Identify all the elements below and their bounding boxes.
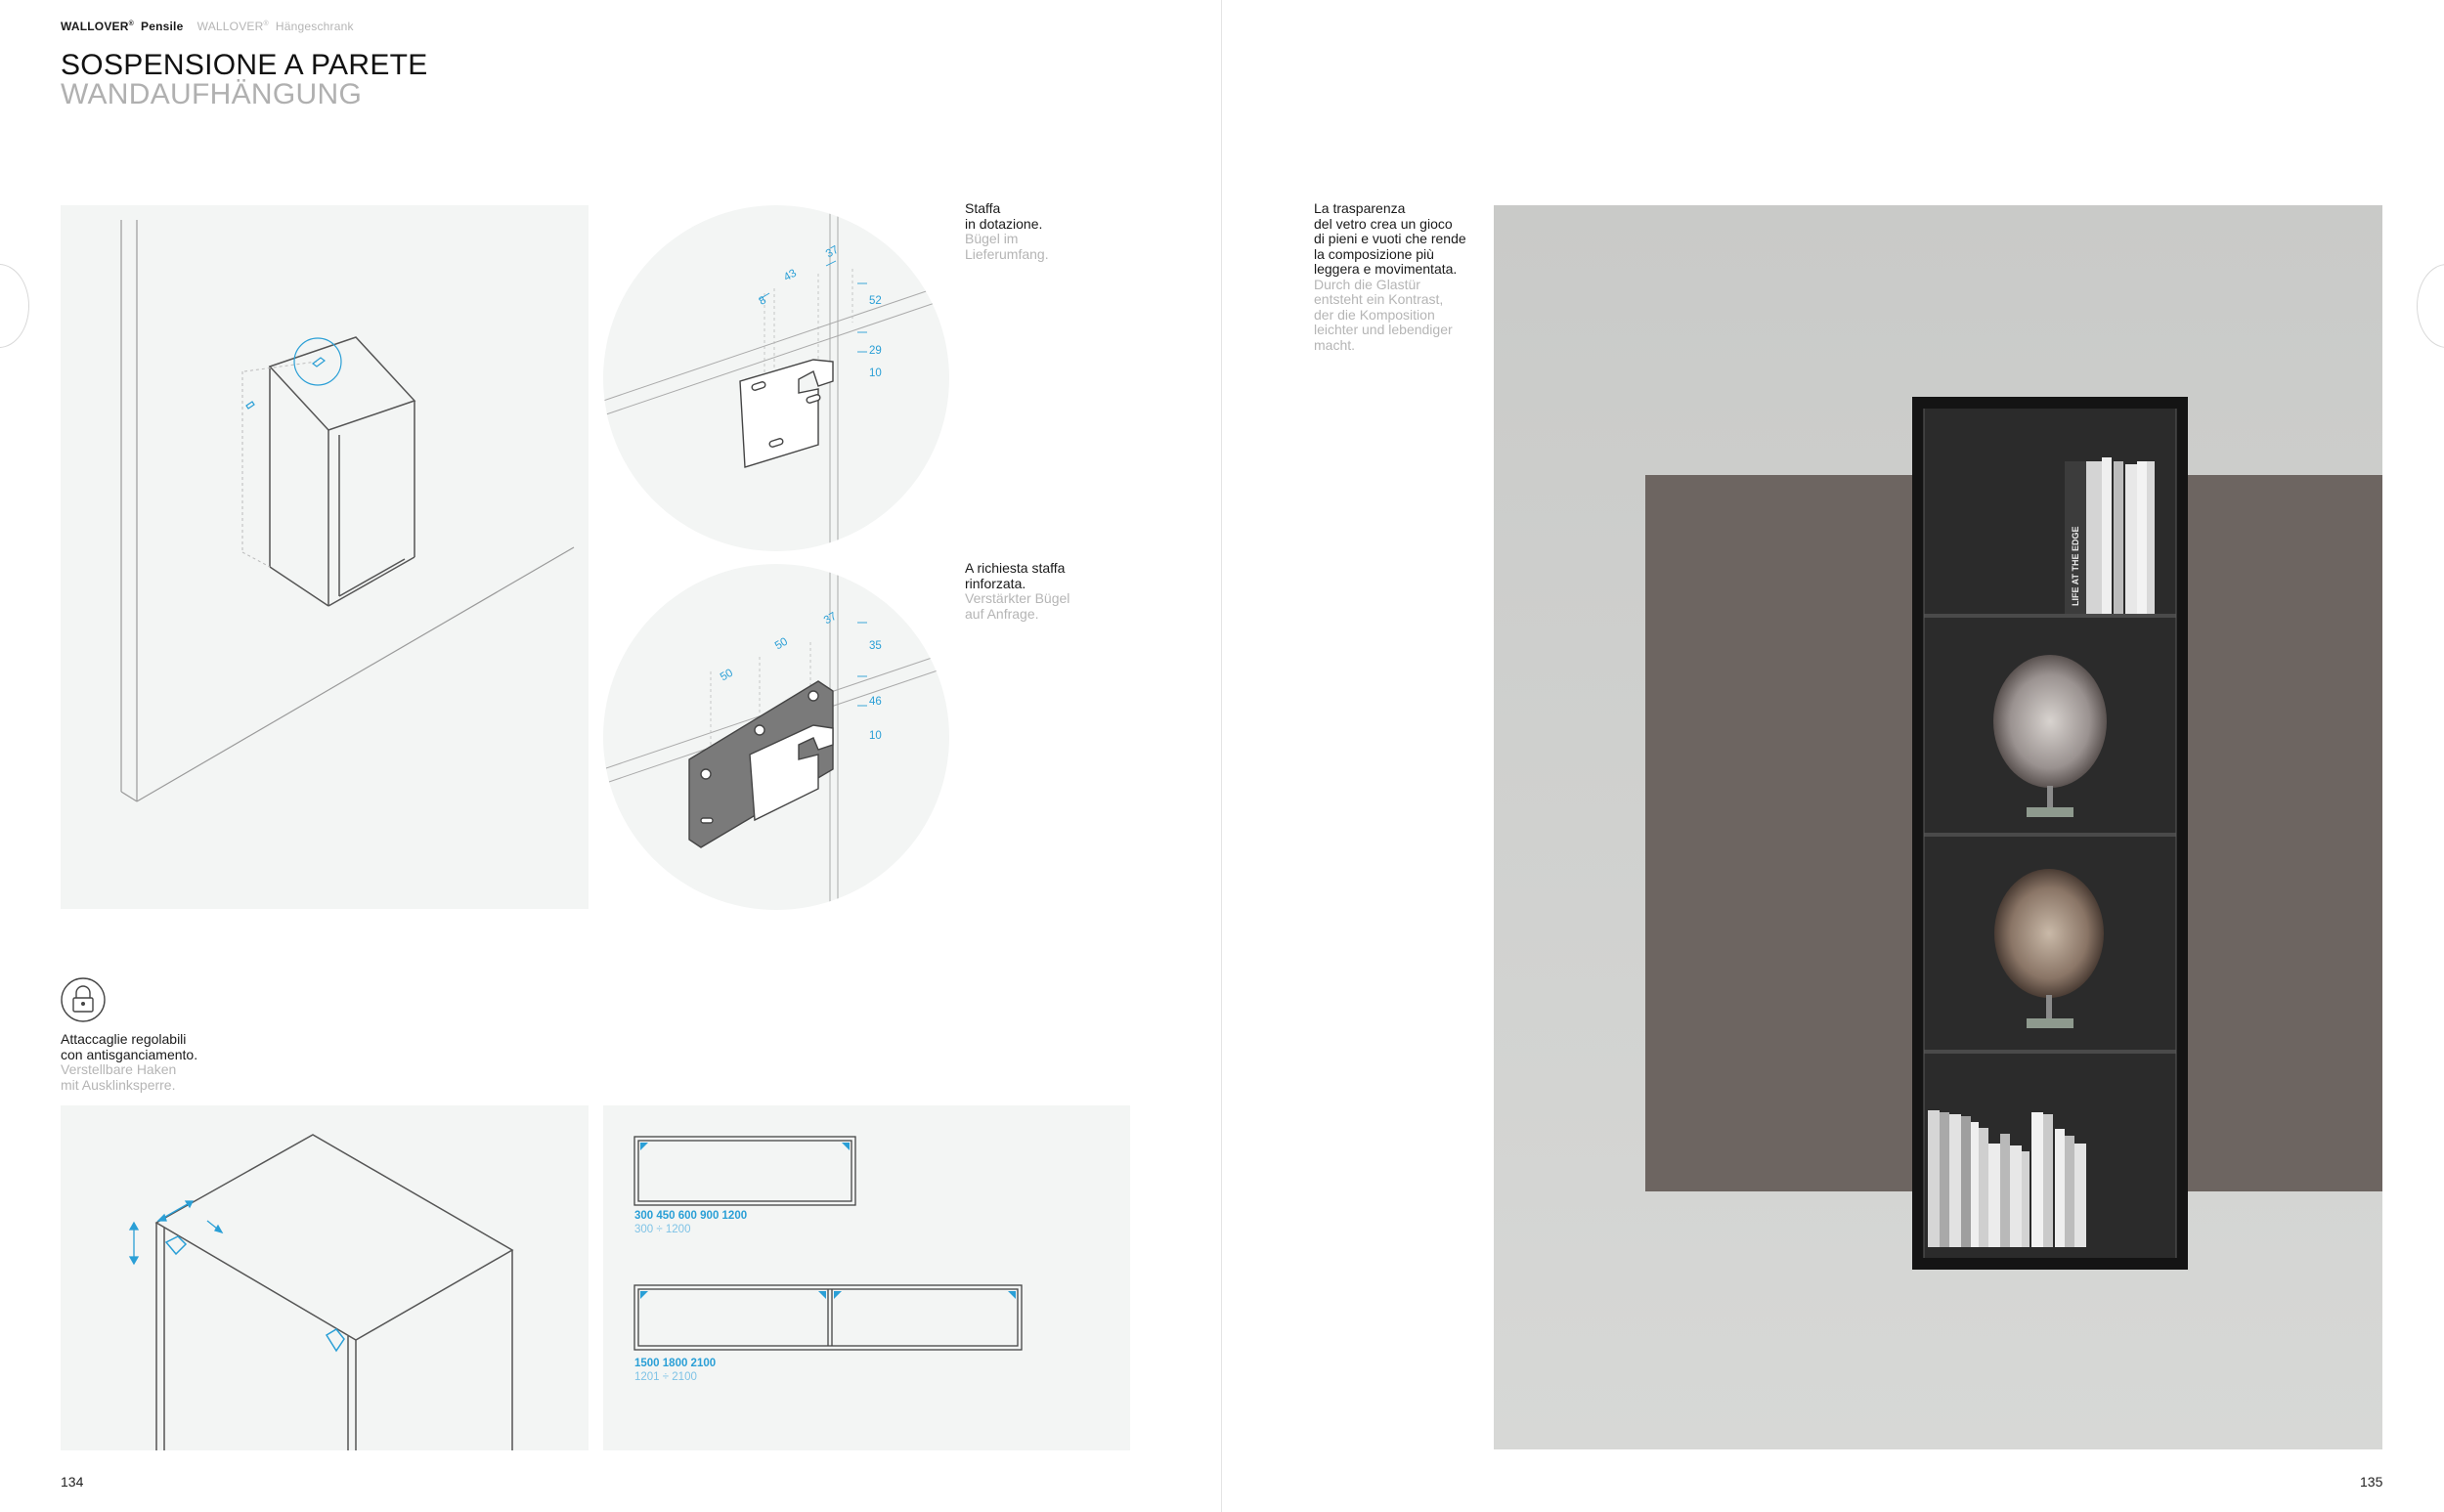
caption-de: Durch die Glastür entsteht ein Kontrast, der die Komposition leichter und lebendiger macht. [1314,276,1453,353]
caption-de: Bügel im Lieferumfang. [965,231,1049,262]
caption-it: A richiesta staffa rinforzata. [965,560,1066,591]
hanger-panel [61,1105,589,1450]
breadcrumb-brand-de: WALLOVER [196,20,264,33]
reg-mark: ® [128,21,134,27]
single-width-range: 300 ÷ 1200 [634,1224,691,1235]
wall-cabinet-drawing [61,205,589,909]
single-width-sizes: 300 450 600 900 1200 [634,1210,748,1222]
dim-label: 10 [869,367,882,379]
bracket-detail-circle [603,205,949,551]
caption-attaccaglie [61,1032,197,1093]
caption-trasparenza [1314,201,1466,353]
breadcrumb-category: Pensile [141,20,184,33]
wall-mount-panel [61,205,589,909]
page-subtitle: WANDAUFHÄNGUNG [61,78,363,110]
dim-label: 46 [869,696,882,708]
caption-de: Verstärkter Bügel auf Anfrage. [965,590,1070,622]
glass-cabinet-photo [1494,205,2382,1449]
caption-staffa [965,201,1049,262]
caption-it: La trasparenza del vetro crea un gioco di pieni e vuoti che rende la composizione più leggera e movimentata. [1314,200,1466,277]
double-width-sizes: 1500 1800 2100 [634,1358,717,1369]
dim-label: 50 [718,667,735,684]
breadcrumb-category-de: Hängeschrank [275,20,354,33]
dim-label: 52 [869,295,882,307]
standard-bracket-drawing [603,205,949,551]
dim-label: 50 [772,635,790,653]
widths-panel [603,1105,1130,1450]
breadcrumb [61,20,354,33]
width-diagrams [603,1105,1130,1450]
page-title: SOSPENSIONE A PARETE [61,49,428,81]
caption-it: Staffa in dotazione. [965,200,1043,232]
page-number-right: 135 [2360,1474,2383,1490]
caption-rinforzata [965,561,1069,622]
breadcrumb-brand: WALLOVER [61,20,129,33]
adjustable-hanger-drawing [61,1105,589,1450]
next-page-tab[interactable] [2417,264,2444,348]
product-photo [1494,205,2382,1449]
caption-it: Attaccaglie regolabili con antisganciamento. [61,1031,198,1062]
page-spine [1221,0,1222,1512]
page-number-left: 134 [61,1474,84,1490]
dim-label: 37 [821,610,839,627]
reinforced-bracket-detail-circle [603,564,949,910]
detail-callout-circle [294,338,341,385]
book-spine-text: LIFE AT THE EDGE [2071,526,2080,606]
dim-label: 29 [869,345,882,357]
caption-de: Verstellbare Haken mit Ausklinksperre. [61,1061,177,1093]
prev-page-tab[interactable] [0,264,29,348]
dim-label: 8 [757,294,768,308]
dim-label: 35 [869,640,882,652]
double-width-range: 1201 ÷ 2100 [634,1371,697,1383]
dim-label: 37 [823,243,841,261]
reinforced-bracket-drawing [603,564,949,910]
lock-icon [61,977,106,1022]
dim-label: 43 [781,267,799,284]
reg-mark-de: ® [263,21,269,27]
dim-label: 10 [869,730,882,742]
